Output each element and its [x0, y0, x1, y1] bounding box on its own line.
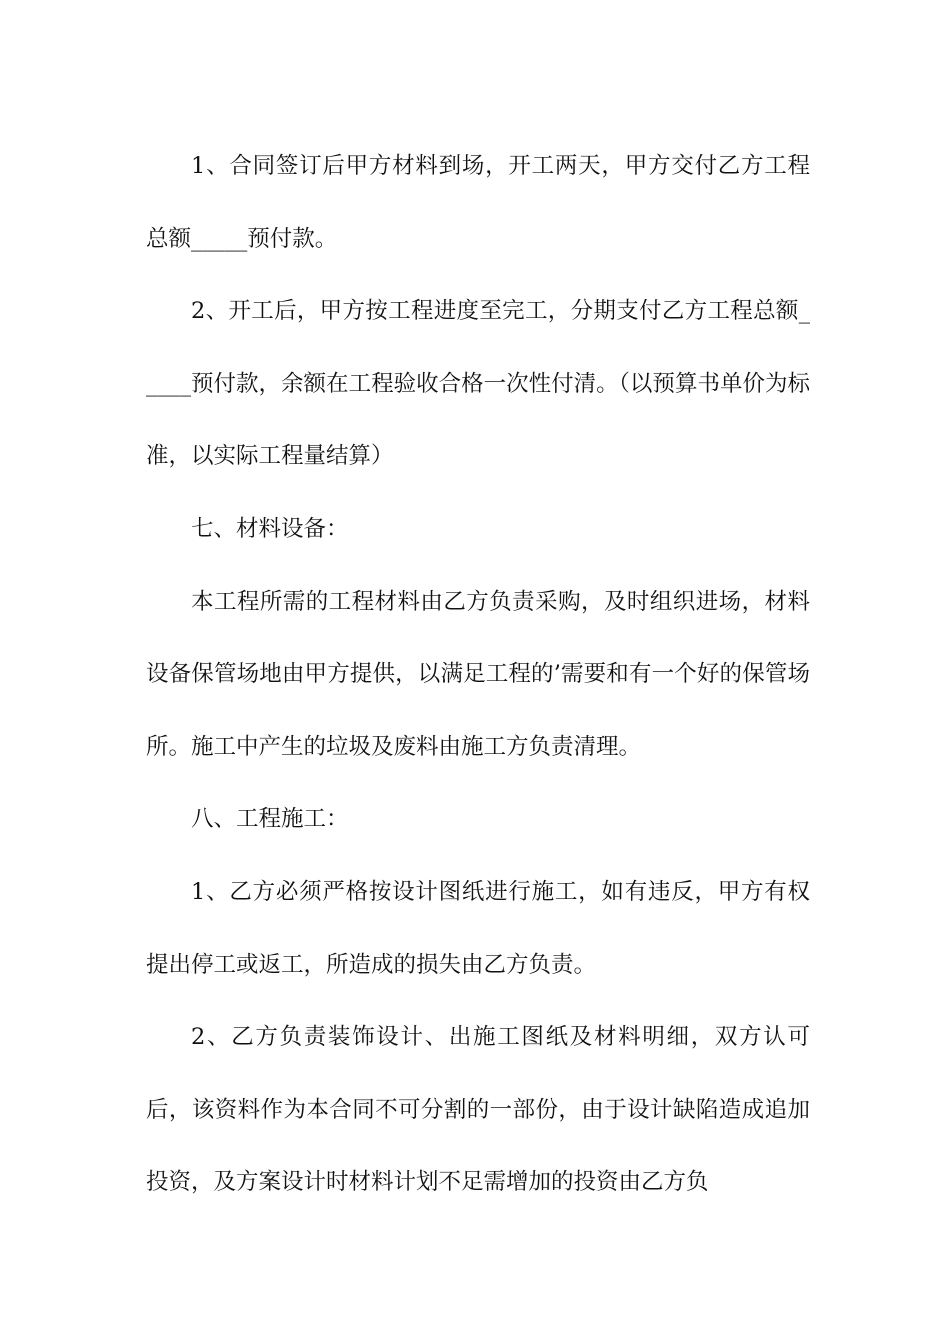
materials-clause: 本工程所需的工程材料由乙方负责采购，及时组织进场，材料设备保管场地由甲方提供，以满足工程的’需要和有一个好的保管场所。施工中产生的垃圾及废料由施工方负责清理。	[146, 588, 810, 760]
contract-text	[146, 130, 810, 1219]
section-heading-construction: 八、工程施工：	[191, 806, 349, 833]
payment-clause-2: 2、开工后，甲方按工程进度至完工，分期支付乙方工程总额_____预付款，余额在工程验收合格一次性付清。（以预算书单价为标准，以实际工程量结算）	[146, 298, 810, 470]
construction-clause-2: 2、乙方负责装饰设计、出施工图纸及材料明细，双方认可后，该资料作为本合同不可分割的一部份，由于设计缺陷造成追加投资，及方案设计时材料计划不足需增加的投资由乙方负	[146, 1024, 810, 1196]
payment-clause-1: 1、合同签订后甲方材料到场，开工两天，甲方交付乙方工程总额_____预付款。	[146, 153, 810, 252]
section-heading-materials: 七、材料设备：	[191, 515, 349, 542]
construction-clause-1: 1、乙方必须严格按设计图纸进行施工，如有违反，甲方有权提出停工或返工，所造成的损失由乙方负责。	[146, 878, 810, 978]
